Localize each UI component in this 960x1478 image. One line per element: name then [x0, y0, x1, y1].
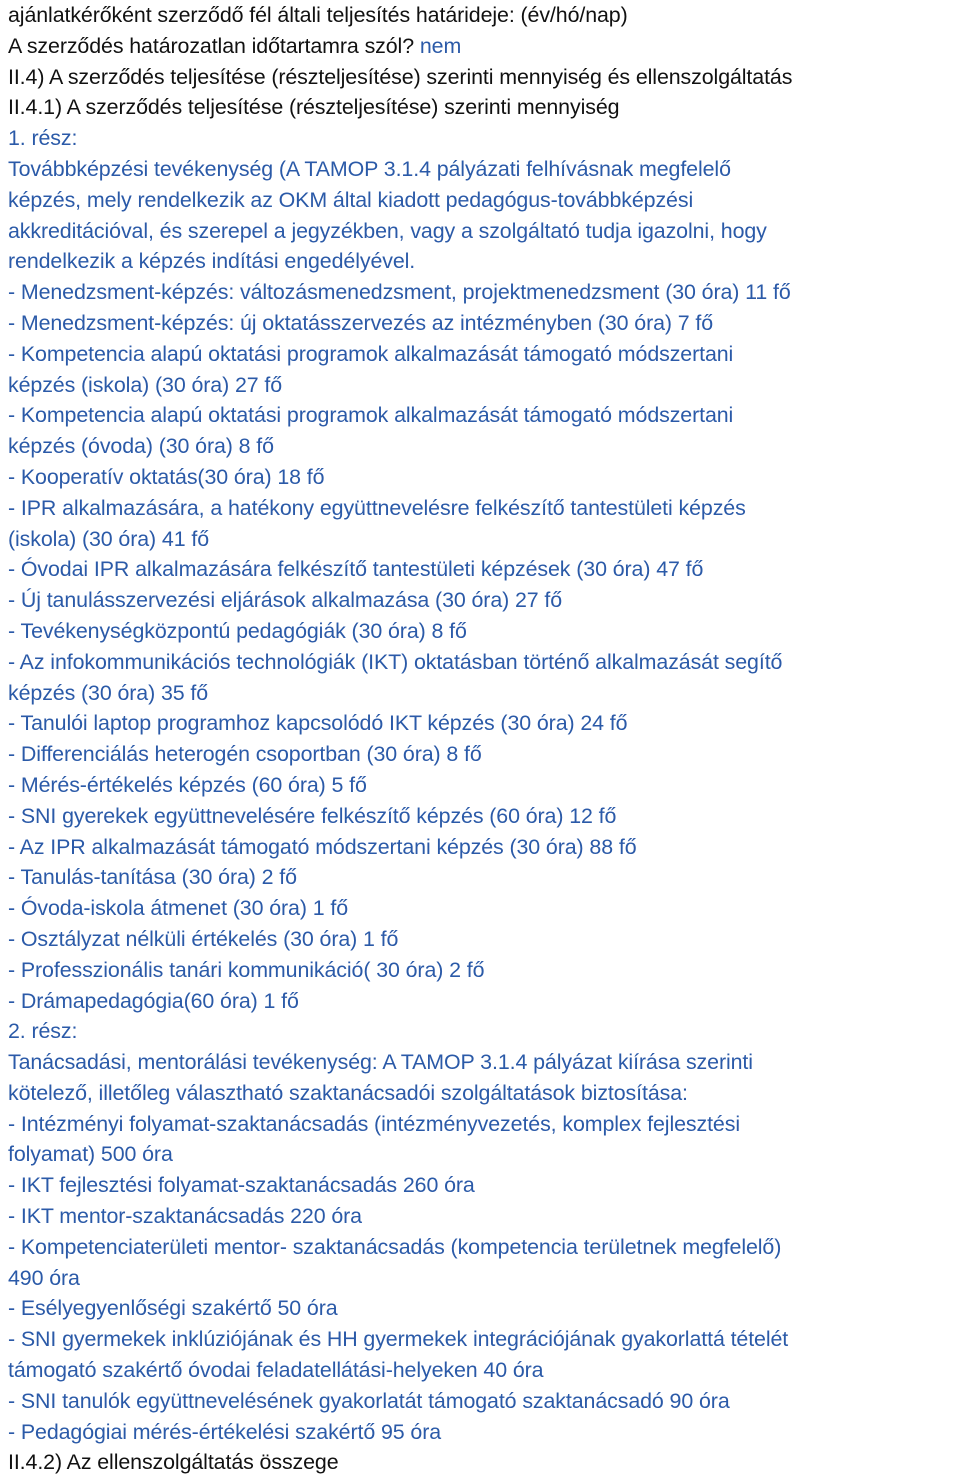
text-line [8, 123, 953, 154]
text-segment: - Menedzsment-képzés: új oktatásszervezés az intézményben (30 óra) 7 fő [8, 310, 714, 335]
text-line [8, 1232, 953, 1263]
text-line [8, 1016, 953, 1047]
text-line [8, 1355, 953, 1386]
text-line [8, 893, 953, 924]
text-line [8, 1447, 953, 1478]
text-segment: II.4.2) Az ellenszolgáltatás összege [8, 1450, 339, 1475]
text-segment: - Óvodai IPR alkalmazására felkészítő tantestületi képzések (30 óra) 47 fő [8, 557, 704, 582]
text-segment: - Kompetenciaterületi mentor- szaktanácsadás (kompetencia területnek megfelelő) [8, 1234, 782, 1259]
text-line [8, 616, 953, 647]
text-segment: - Esélyegyenlőségi szakértő 50 óra [8, 1296, 338, 1321]
text-segment: - Drámapedagógia(60 óra) 1 fő [8, 988, 299, 1013]
text-segment: (iskola) (30 óra) 41 fő [8, 526, 209, 551]
text-line [8, 832, 953, 863]
text-segment: nem [419, 33, 462, 58]
text-line [8, 31, 953, 62]
text-segment: - IPR alkalmazására, a hatékony együttnevelésre felkészítő tantestületi képzés [8, 495, 746, 520]
text-segment: Továbbképzési tevékenység (A TAMOP 3.1.4 pályázati felhívásnak megfelelő [8, 156, 731, 181]
text-line [8, 1263, 953, 1294]
document-body [8, 0, 953, 1478]
text-line [8, 339, 953, 370]
text-line [8, 400, 953, 431]
text-segment: - Mérés-értékelés képzés (60 óra) 5 fő [8, 772, 367, 797]
text-line [8, 1386, 953, 1417]
text-line [8, 1201, 953, 1232]
text-segment: Tanácsadási, mentorálási tevékenység: A TAMOP 3.1.4 pályázat kiírása szerinti [8, 1050, 753, 1075]
text-segment: támogató szakértő óvodai feladatellátási-helyeken 40 óra [8, 1358, 544, 1383]
text-segment: 490 óra [8, 1265, 80, 1290]
text-line [8, 154, 953, 185]
text-line [8, 801, 953, 832]
text-segment: - Kompetencia alapú oktatási programok alkalmazását támogató módszertani [8, 403, 734, 428]
text-line [8, 277, 953, 308]
text-line [8, 246, 953, 277]
text-line [8, 770, 953, 801]
text-segment: - Kompetencia alapú oktatási programok alkalmazását támogató módszertani [8, 341, 734, 366]
text-segment: - Tevékenységközpontú pedagógiák (30 óra) 8 fő [8, 618, 467, 643]
text-segment: képzés (iskola) (30 óra) 27 fő [8, 372, 283, 397]
text-line [8, 678, 953, 709]
text-segment: képzés (30 óra) 35 fő [8, 680, 209, 705]
text-line [8, 955, 953, 986]
text-line [8, 1170, 953, 1201]
text-segment: A szerződés határozatlan időtartamra szól? [8, 33, 420, 58]
text-segment: - SNI gyermekek inklúziójának és HH gyermekek integrációjának gyakorlattá tételét [8, 1327, 789, 1352]
text-line [8, 585, 953, 616]
text-line [8, 1139, 953, 1170]
text-segment: II.4) A szerződés teljesítése (részteljesítése) szerinti mennyiség és ellenszolgáltatás [8, 64, 793, 89]
text-segment: akkreditációval, és szerepel a jegyzékben, vagy a szolgáltató tudja igazolni, hogy [8, 218, 767, 243]
text-segment: - Az IPR alkalmazását támogató módszertani képzés (30 óra) 88 fő [8, 834, 637, 859]
text-segment: - Kooperatív oktatás(30 óra) 18 fő [8, 464, 325, 489]
text-segment: - Osztályzat nélküli értékelés (30 óra) 1 fő [8, 926, 399, 951]
text-segment: - Új tanulásszervezési eljárások alkalmazása (30 óra) 27 fő [8, 588, 563, 613]
text-segment: - Pedagógiai mérés-értékelési szakértő 95 óra [8, 1419, 442, 1444]
text-line [8, 924, 953, 955]
text-line [8, 370, 953, 401]
text-line [8, 1324, 953, 1355]
text-segment: - IKT mentor-szaktanácsadás 220 óra [8, 1204, 362, 1229]
text-segment: 2. rész: [8, 1019, 78, 1044]
text-segment: kötelező, illetőleg választható szaktanácsadói szolgáltatások biztosítása: [8, 1080, 688, 1105]
text-segment: - Menedzsment-képzés: változásmenedzsment, projektmenedzsment (30 óra) 11 fő [8, 280, 791, 305]
text-line [8, 647, 953, 678]
text-line [8, 431, 953, 462]
text-segment: - Az infokommunikációs technológiák (IKT) oktatásban történő alkalmazását segítő [8, 649, 783, 674]
text-line [8, 462, 953, 493]
text-line [8, 216, 953, 247]
text-line [8, 862, 953, 893]
text-segment: ajánlatkérőként szerződő fél általi teljesítés határideje: (év/hó/nap) [8, 3, 628, 27]
text-line [8, 986, 953, 1017]
text-line [8, 0, 953, 31]
text-segment: - SNI gyerekek együttnevelésére felkészítő képzés (60 óra) 12 fő [8, 803, 617, 828]
text-line [8, 62, 953, 93]
text-line [8, 708, 953, 739]
text-segment: képzés, mely rendelkezik az OKM által kiadott pedagógus-továbbképzési [8, 187, 694, 212]
text-line [8, 1109, 953, 1140]
text-segment: - Professzionális tanári kommunikáció( 30 óra) 2 fő [8, 957, 485, 982]
text-segment: - SNI tanulók együttnevelésének gyakorlatát támogató szaktanácsadó 90 óra [8, 1388, 730, 1413]
text-line [8, 1293, 953, 1324]
text-segment: 1. rész: [8, 126, 78, 151]
text-line [8, 1078, 953, 1109]
text-segment: rendelkezik a képzés indítási engedélyével. [8, 249, 416, 274]
text-line [8, 1047, 953, 1078]
text-segment: - Tanulói laptop programhoz kapcsolódó IKT képzés (30 óra) 24 fő [8, 711, 628, 736]
text-segment: - IKT fejlesztési folyamat-szaktanácsadás 260 óra [8, 1173, 475, 1198]
text-segment: - Óvoda-iskola átmenet (30 óra) 1 fő [8, 896, 348, 921]
text-line [8, 1417, 953, 1448]
text-line [8, 92, 953, 123]
text-segment: II.4.1) A szerződés teljesítése (részteljesítése) szerinti mennyiség [8, 95, 620, 120]
text-segment: - Intézményi folyamat-szaktanácsadás (intézményvezetés, komplex fejlesztési [8, 1111, 740, 1136]
text-line [8, 739, 953, 770]
text-segment: - Tanulás-tanítása (30 óra) 2 fő [8, 865, 297, 890]
text-segment: képzés (óvoda) (30 óra) 8 fő [8, 434, 274, 459]
text-segment: - Differenciálás heterogén csoportban (30 óra) 8 fő [8, 742, 482, 767]
text-line [8, 493, 953, 524]
text-segment: folyamat) 500 óra [8, 1142, 173, 1167]
text-line [8, 185, 953, 216]
text-line [8, 308, 953, 339]
text-line [8, 524, 953, 555]
text-line [8, 554, 953, 585]
